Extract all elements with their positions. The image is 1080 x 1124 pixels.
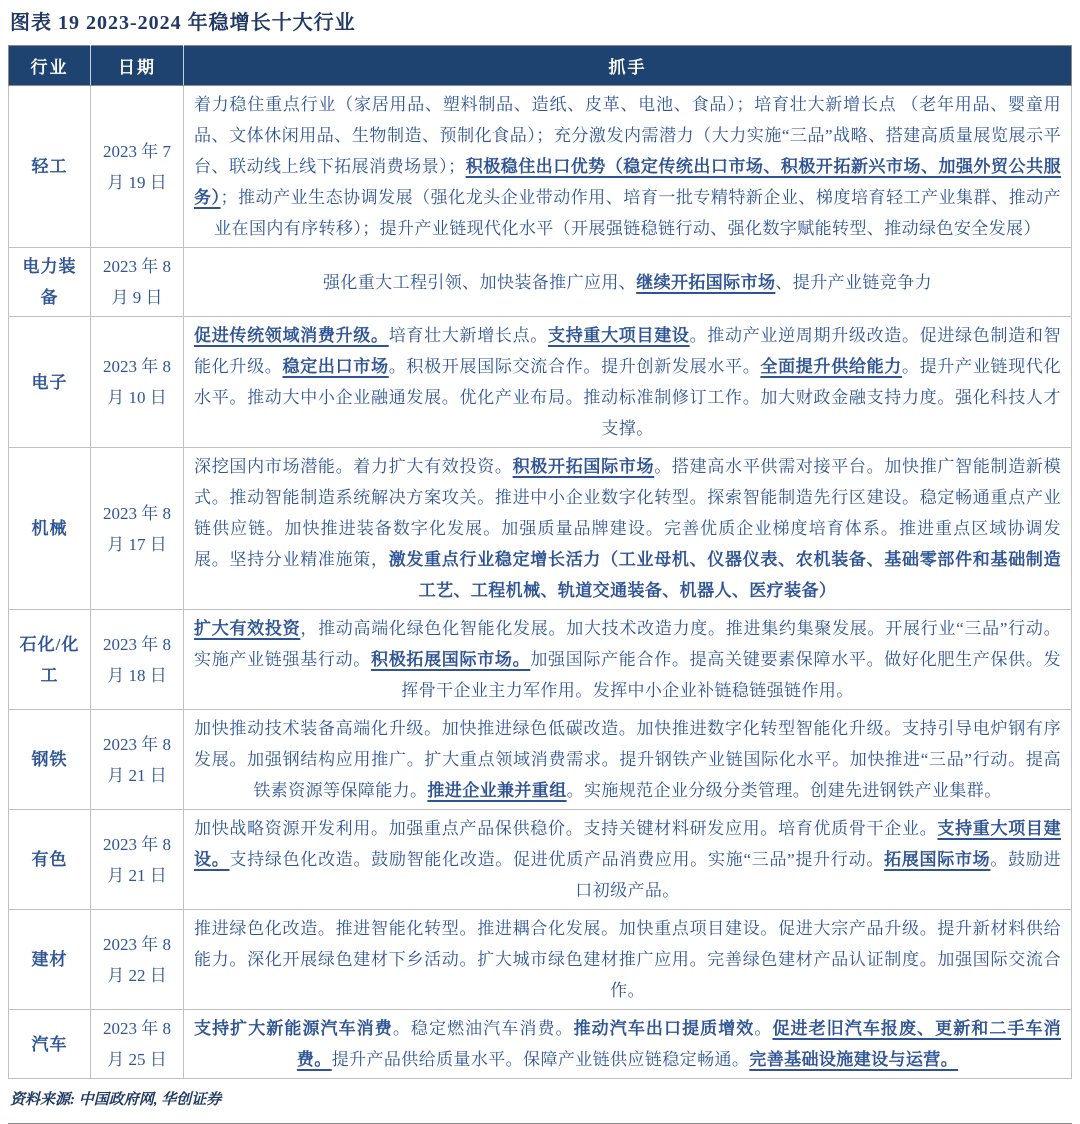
- grip-text: 提升产品供给质量水平。保障产业链供应链稳定畅通。: [331, 1050, 750, 1069]
- grip-text: 强化重大工程引领、加快装备推广应用、: [322, 272, 637, 292]
- date-cell: 2023 年 8 月 17 日: [91, 448, 184, 610]
- grip-text: 。积极开展国际交流合作。提升创新发展水平。: [388, 357, 761, 376]
- grip-emphasis-underline: 促进传统领域消费升级。: [194, 326, 389, 345]
- grip-text: ；推动产业生态协调发展（强化龙头企业带动作用、培育一批专精特新企业、梯度培育轻工产业集群、推动产业在国内有序转移）；提升产业链现代化水平（开展强链稳链行动、强化数字赋能转型、推动绿色安全发展）: [214, 188, 1061, 238]
- grip-emphasis: 支持扩大新能源汽车消费: [194, 1019, 393, 1038]
- grip-text: 、提升产业链竞争力: [775, 272, 932, 292]
- figure-title: 图表 19 2023-2024 年稳增长十大行业: [10, 12, 356, 34]
- col-header-grip: 抓手: [184, 46, 1072, 86]
- table-row: [9, 710, 1072, 810]
- grip-cell: [184, 810, 1072, 910]
- date-cell: 2023 年 8 月 22 日: [91, 910, 184, 1010]
- date-cell: 2023 年 8 月 18 日: [91, 610, 184, 710]
- header-row: [9, 46, 1072, 86]
- grip-cell: [184, 448, 1072, 610]
- industry-cell: 钢铁: [9, 710, 91, 810]
- grip-emphasis-underline: 积极拓展国际市场。: [371, 650, 531, 669]
- date-cell: 2023 年 8 月 9 日: [91, 248, 184, 317]
- grip-emphasis: 激发重点行业稳定增长活力（工业母机、仪器仪表、农机装备、基础零部件和基础制造工艺、工程机械、轨道交通装备、机器人、医疗装备）: [388, 550, 1061, 600]
- table-row: [9, 317, 1072, 448]
- grip-text: 推进绿色化改造。推进智能化转型。推进耦合化发展。加快重点项目建设。促进大宗产品升级。提升新材料供给能力。深化开展绿色建材下乡活动。扩大城市绿色建材推广应用。完善绿色建材产品认证制度。加强国际交流合作。: [194, 919, 1061, 1000]
- table-row: [9, 610, 1072, 710]
- grip-cell: [184, 86, 1072, 248]
- grip-emphasis: 推动汽车出口提质增效: [573, 1019, 755, 1038]
- grip-text: 支持绿色化改造。鼓励智能化改造。促进优质产品消费应用。实施“三品”提升行动。: [229, 850, 885, 869]
- date-cell: 2023 年 7 月 19 日: [91, 86, 184, 248]
- table-row: [9, 1010, 1072, 1079]
- grip-emphasis-underline: 积极稳住出口优势（稳定传统出口市场、积极开拓新兴市场、加强外贸公共服务）: [194, 157, 1061, 207]
- industry-cell: 电子: [9, 317, 91, 448]
- grip-cell: [184, 1010, 1072, 1079]
- date-cell: 2023 年 8 月 21 日: [91, 710, 184, 810]
- grip-text: 。搭建高水平供需对接平台。加快推广智能制造新模式。推动智能制造系统解决方案攻关。推进中小企业数字化转型。探索智能制造先行区建设。稳定畅通重点产业链供应链。加快推进装备数字化发展。加强质量品牌建设。完善优质企业梯度培育体系。推进重点区域协调发展。坚持分业精准施策，: [194, 457, 1062, 569]
- date-cell: 2023 年 8 月 25 日: [91, 1010, 184, 1079]
- industry-cell: 建材: [9, 910, 91, 1010]
- date-cell: 2023 年 8 月 21 日: [91, 810, 184, 910]
- grip-emphasis-underline: 推进企业兼并重组: [427, 781, 567, 800]
- grip-emphasis-underline: 促进老旧汽车报废、更新和二手车消费。: [296, 1019, 1061, 1069]
- industry-cell: 石化/化工: [9, 610, 91, 710]
- col-header-industry: 行业: [9, 46, 91, 86]
- grip-cell: [184, 610, 1072, 710]
- grip-cell: [184, 910, 1072, 1010]
- grip-text: 。实施规范企业分级分类管理。创建先进钢铁产业集群。: [566, 781, 1002, 800]
- grip-text: 加快战略资源开发利用。加强重点产品保供稳价。支持关键材料研发应用。培育优质骨干企业。: [194, 819, 938, 838]
- grip-text: 培育壮大新增长点。: [388, 326, 548, 345]
- table-row: [9, 248, 1072, 317]
- grip-text: ，推动高端化绿色化智能化发展。加大技术改造力度。推进集约集聚发展。开展行业“三品”行动。实施产业链强基行动。: [194, 619, 1061, 669]
- grip-cell: [184, 317, 1072, 448]
- source-note: 资料来源: 中国政府网, 华创证券: [10, 1092, 222, 1108]
- grip-emphasis-underline: 扩大有效投资: [194, 619, 301, 638]
- table-row: [9, 86, 1072, 248]
- table-row: [9, 448, 1072, 610]
- industry-cell: 汽车: [9, 1010, 91, 1079]
- table-row: [9, 810, 1072, 910]
- grip-cell: [184, 248, 1072, 317]
- grip-text: 加强国际产能合作。提高关键要素保障水平。做好化肥生产保供。发挥骨干企业主力军作用。发挥中小企业补链稳链强链作用。: [401, 650, 1062, 700]
- grip-text: 。稳定燃油汽车消费。: [392, 1019, 574, 1038]
- industry-cell: 轻工: [9, 86, 91, 248]
- date-cell: 2023 年 8 月 10 日: [91, 317, 184, 448]
- grip-text: 深挖国内市场潜能。着力扩大有效投资。: [194, 457, 513, 476]
- grip-emphasis-underline: 继续开拓国际市场: [636, 272, 776, 292]
- col-header-date: 日期: [91, 46, 184, 86]
- industry-cell: 电力装备: [9, 248, 91, 317]
- grip-text: 。: [754, 1019, 773, 1038]
- grip-text: 着力稳住重点行业（家居用品、塑料制品、造纸、皮革、电池、食品）；培育壮大新增长点 （老年用品、婴童用品、文体休闲用品、生物制造、预制化食品）；充分激发内需潜力（大力实施“三品”战略、搭建高质量展览展示平台、联动线上线下拓展消费场景）；: [194, 95, 1061, 176]
- grip-emphasis-underline: 积极开拓国际市场: [512, 457, 655, 476]
- grip-cell: [184, 710, 1072, 810]
- industries-table: [8, 45, 1072, 1079]
- industry-cell: 有色: [9, 810, 91, 910]
- table-row: [9, 910, 1072, 1010]
- table-body: [9, 86, 1072, 1079]
- grip-emphasis-underline: 支持重大项目建设: [548, 326, 690, 345]
- grip-emphasis-underline: 稳定出口市场: [282, 357, 389, 376]
- grip-text: 加快推动技术装备高端化升级。加快推进绿色低碳改造。加快推进数字化转型智能化升级。支持引导电炉钢有序发展。加强钢结构应用推广。扩大重点领域消费需求。提升钢铁产业链国际化水平。加快推进“三品”行动。提高铁素资源等保障能力。: [194, 719, 1061, 800]
- grip-text: 。推动产业逆周期升级改造。促进绿色制造和智能化升级。: [194, 326, 1061, 376]
- grip-emphasis-underline: 完善基础设施建设与运营。: [749, 1050, 959, 1069]
- grip-emphasis-underline: 拓展国际市场: [884, 850, 991, 869]
- grip-text: 。提升产业链现代化水平。推动大中小企业融通发展。优化产业布局。推动标准制修订工作。加大财政金融支持力度。强化科技人才支撑。: [194, 357, 1062, 438]
- grip-emphasis-underline: 全面提升供给能力: [760, 357, 903, 376]
- grip-emphasis-underline: 支持重大项目建设。: [194, 819, 1061, 869]
- grip-text: 。鼓励进口初级产品。: [575, 850, 1061, 900]
- industry-cell: 机械: [9, 448, 91, 610]
